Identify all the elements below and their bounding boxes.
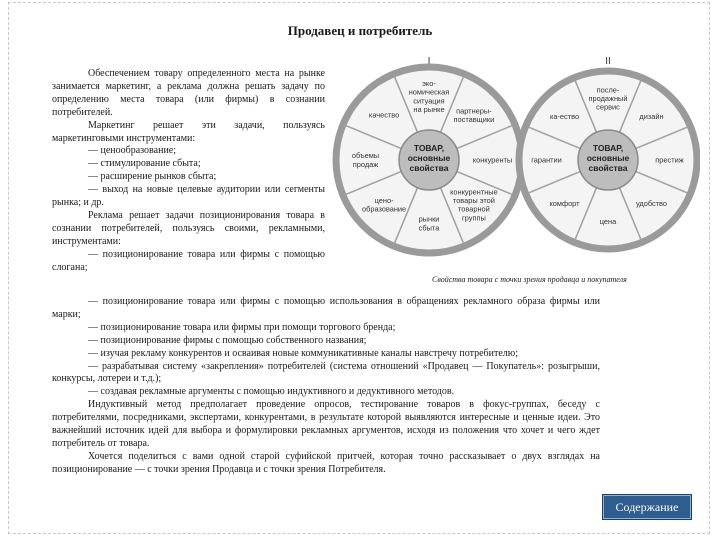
- segment-label: [369, 111, 399, 120]
- segment-label-line: объемы: [351, 151, 380, 161]
- contents-button[interactable]: Содержание: [603, 495, 691, 519]
- page-title: Продавец и потребитель: [287, 23, 433, 38]
- paragraph: — расширение рынков сбыта;: [88, 171, 217, 183]
- segment-label: [419, 215, 441, 233]
- segment-label-line: рынки: [418, 214, 440, 224]
- hub-label-line: основные: [586, 153, 630, 163]
- segment-label-line: после-: [596, 85, 620, 95]
- segment-label-line: поставщики: [453, 114, 495, 124]
- segment-label-line: качество: [368, 110, 400, 120]
- segment-label: [550, 112, 579, 121]
- circle-numeral: I: [427, 56, 431, 67]
- hub-label-line: основные: [407, 153, 451, 163]
- segment-label-line: ситуация: [413, 96, 445, 106]
- paragraph: — позиционирование товара или фирмы с помощью использования в обращениях рекламного образа фирмы или марки;: [52, 296, 600, 320]
- segment-label-line: дизайн: [639, 112, 664, 122]
- paragraph: — позиционирование товара или фирмы с помощью слогана;: [52, 248, 325, 273]
- paragraph: — выход на новые целевые аудитории или сегменты рынка; и др.: [52, 184, 325, 209]
- segment-label-line: продаж: [352, 159, 379, 169]
- segment-label-line: эко-: [422, 79, 436, 89]
- segment-label-line: конкуренты: [472, 155, 513, 165]
- segment-label-line: на рынке: [413, 104, 445, 114]
- text-block-bottom: [52, 296, 600, 477]
- segment-label-line: товарной: [458, 204, 490, 214]
- text-block-top: [52, 68, 325, 275]
- segment-label-line: цена: [599, 217, 617, 226]
- segment-label: [352, 151, 379, 169]
- hub-label-line: свойства: [409, 163, 449, 173]
- segment-label-line: гарантии: [531, 155, 562, 165]
- hub-label-line: свойства: [588, 163, 628, 173]
- segment-label: [531, 156, 562, 165]
- segment-label-line: группы: [462, 213, 486, 223]
- segment-label: [639, 112, 663, 121]
- segment-label-line: продажный: [588, 94, 628, 103]
- segment-label: [600, 217, 617, 226]
- segment-label: [636, 199, 667, 208]
- segment-label: [655, 156, 683, 165]
- segment-label-line: удобство: [635, 198, 668, 208]
- segment-label-line: престиж: [655, 155, 684, 165]
- hub-label-line: ТОВАР,: [413, 143, 445, 153]
- seller-circle: [336, 56, 522, 253]
- segment-label-line: партнеры-: [456, 106, 492, 116]
- paragraph: — позиционирование товара или фирмы при помощи торгового бренда;: [88, 321, 396, 333]
- segment-label-line: сервис: [596, 102, 620, 112]
- hub-label: [587, 143, 630, 173]
- paragraph: — разрабатывая систему «закрепления» потребителей (система отношений «Продавец — Покупатель»: розыгрыши, конкурсы, лотереи и т.д.);: [52, 360, 600, 385]
- paragraph: — изучая рекламу конкурентов и осваивая новые коммуникативные каналы навстречу потребителю;: [88, 347, 518, 359]
- hub-label-line: ТОВАР,: [592, 143, 624, 153]
- segment-label-line: сбыта: [418, 223, 440, 233]
- segment-label: [549, 199, 580, 208]
- hub-label: [408, 143, 451, 173]
- paragraph: — ценообразование;: [88, 145, 177, 157]
- paragraph: — создавая рекламные аргументы с помощью индуктивного и дедуктивного методов.: [88, 386, 455, 398]
- segment-label: [454, 106, 495, 124]
- segment-label-line: образование: [362, 204, 407, 214]
- paragraph: Реклама решает задачи позиционирования товара в сознании потребителей, пользуясь своими, рекламными, инструментами:: [52, 209, 325, 247]
- segment-label-line: комфорт: [549, 198, 580, 208]
- segment-label-line: товары этой: [452, 196, 495, 206]
- segment-label-line: конкурентные: [450, 187, 498, 197]
- circle-numeral: II: [605, 56, 611, 67]
- segment-label-line: ка-ество: [549, 112, 580, 122]
- buyer-circle: [519, 56, 697, 249]
- paragraph: Обеспечением товару определенного места на рынке занимается маркетинг, а реклама должна решать задачу по определению места товара (или фирмы) в сознании потребителей.: [52, 68, 325, 118]
- properties-diagram: [328, 50, 700, 290]
- paragraph: Индуктивный метод предполагает проведение опросов, тестирование товаров в фокус-группах, беседу с потребителями, посредниками, экспертами, конкурентами, в результате которой выявляются интересные и ценные идеи. Это важнейший источник идей для выбора и формулировки рекламных аргументов, исходя из положения что хочет и чего ждет потребитель от товара.: [52, 399, 600, 449]
- segment-label-line: номическая: [408, 87, 450, 97]
- segment-label-line: цено-: [374, 196, 394, 206]
- paragraph: — позиционирование фирмы с помощью собственного названия;: [88, 334, 367, 346]
- paragraph: Хочется поделиться с вами одной старой суфийской притчей, которая точно рассказывает о двух взглядах на позиционирование — с точки зрения Продавца и с точки зрения Потребителя.: [52, 450, 600, 475]
- paragraph: — стимулирование сбыта;: [88, 158, 201, 170]
- paragraph: Маркетинг решает эти задачи, пользуясь маркетинговыми инструментами:: [52, 119, 325, 144]
- segment-label: [473, 156, 512, 165]
- diagram-caption: Свойства товара с точки зрения продавца и покупателя: [432, 275, 627, 284]
